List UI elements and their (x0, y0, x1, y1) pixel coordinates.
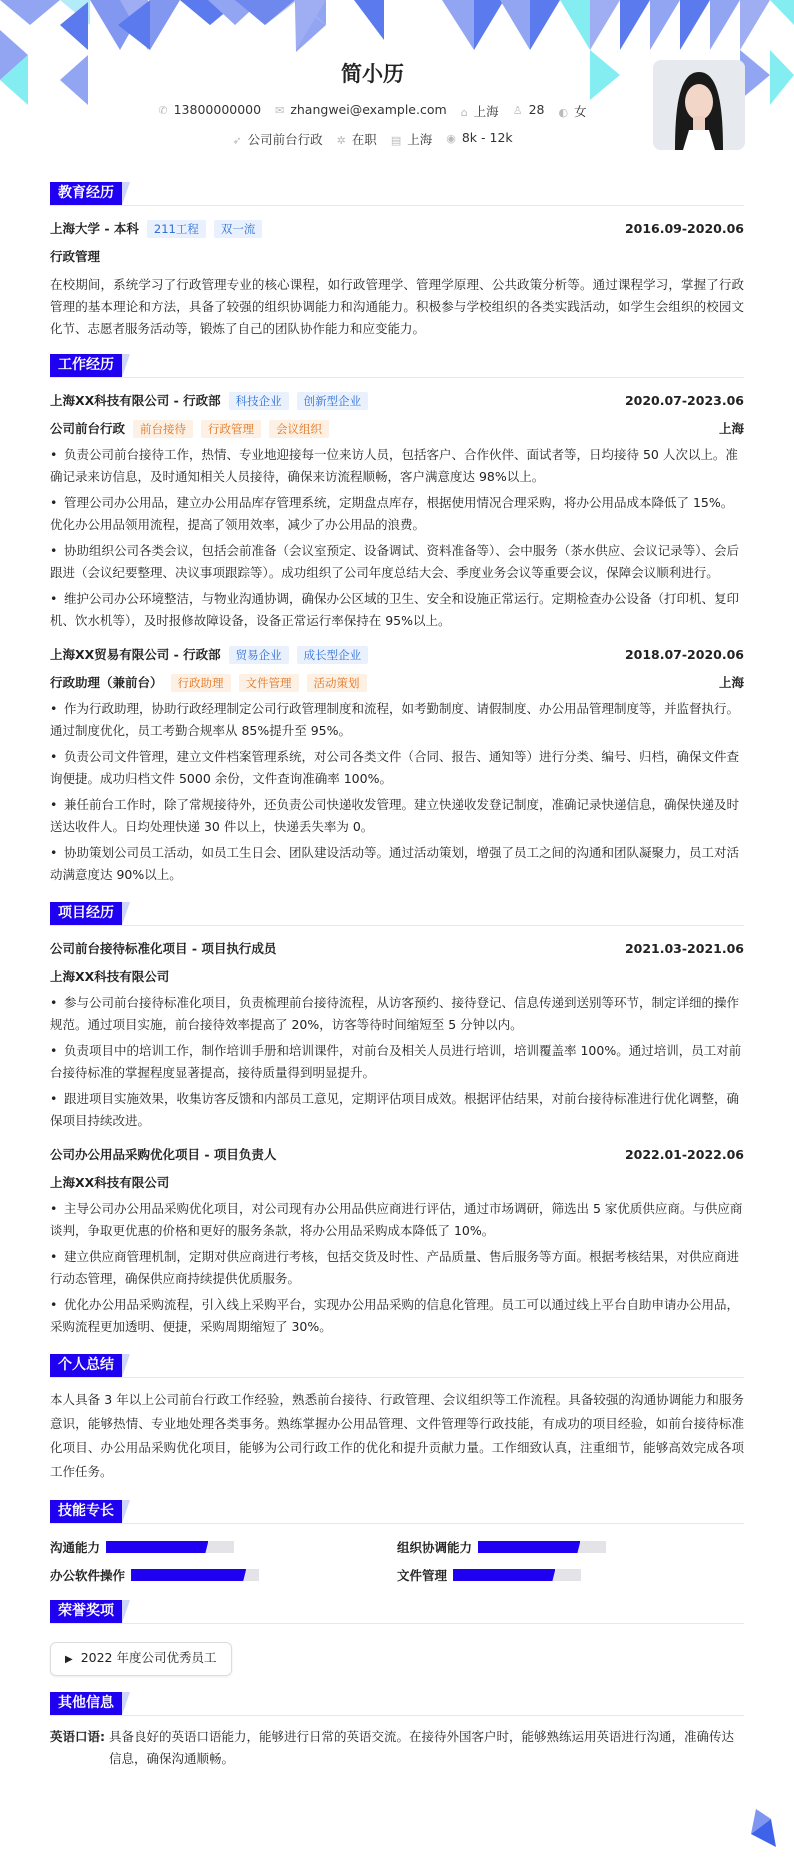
city-value: 上海 (407, 132, 433, 147)
skill-level-bar (453, 1569, 581, 1581)
responsibility-item (50, 842, 744, 886)
role-group (50, 419, 329, 438)
other-label: 英语口语: (50, 1729, 105, 1744)
responsibility-text: • 管理公司办公用品，建立办公用品库存管理系统，定期盘点库存，根据使用情况合理采购，将办公用品成本降低了 15%。优化办公用品领用流程，提高了领用效率，减少了办公用品的浪费。 (50, 495, 734, 532)
skill-level-fill (131, 1569, 246, 1581)
company-group (50, 391, 368, 410)
project-header (50, 936, 744, 960)
skill-level-fill (478, 1541, 580, 1553)
company-tag: 贸易企业 (229, 646, 289, 664)
company-tag: 创新型企业 (297, 392, 369, 410)
company-name: 上海XX科技有限公司 - 行政部 (50, 392, 221, 408)
summary-text: 本人具备 3 年以上公司前台行政工作经验，熟悉前台接待、行政管理、会议组织等工作流程。具备较强的沟通协调能力和服务意识，能够热情、专业地处理各类事务。熟练掌握办公用品管理、文件管理等行政技能，有成功的项目经验，如前台接待标准化项目、办公用品采购优化项目，能够为公司行政工作的优化和提升贡献力量。工作细致认真，注重细节，能够高效完成各项工作任务。 (50, 1392, 744, 1479)
email (275, 102, 447, 120)
location-value: 上海 (473, 104, 499, 119)
project-date: 2022.01-2022.06 (624, 1146, 744, 1162)
home-icon: ⌂ (460, 106, 468, 119)
project-date: 2021.03-2021.06 (624, 940, 744, 956)
phone-value: 13800000000 (173, 102, 262, 117)
skill-name: 文件管理 (397, 1568, 448, 1583)
responsibility-text: • 负责公司前台接待工作，热情、专业地迎接每一位来访人员，包括客户、合作伙伴、面试者等，日均接待 50 人次以上。准确记录来访信息，及时通知相关人员接待，确保来访流程顺畅，客户满意度达 98%以上。 (50, 447, 738, 484)
building-icon: ▤ (390, 134, 402, 147)
section-title: 荣誉奖项 (50, 1600, 122, 1623)
company-tag: 科技企业 (229, 392, 289, 410)
project-item-text: • 参与公司前台接待标准化项目，负责梳理前台接待流程，从访客预约、接待登记、信息传递到送别等环节，制定详细的操作规范。通过项目实施，前台接待效率提高了 20%，访客等待时间缩短至 5 分钟以内。 (50, 995, 740, 1032)
section-other (50, 1692, 744, 1716)
section-title: 项目经历 (50, 902, 122, 925)
skill-name: 组织协调能力 (397, 1540, 473, 1555)
responsibility-text: • 作为行政助理，协助行政经理制定公司行政管理制度和流程，如考勤制度、请假制度、办公用品管理制度等，并监督执行。通过制度优化，员工考勤合规率从 85%提升至 95%。 (50, 701, 740, 738)
decorative-corner-triangle (746, 1809, 786, 1849)
responsibility-item (50, 588, 744, 632)
age-value: 28 (528, 102, 545, 117)
project-header (50, 1142, 744, 1166)
skill-name: 办公软件操作 (50, 1568, 126, 1583)
skill-name: 沟通能力 (50, 1540, 101, 1555)
work-header (50, 642, 744, 666)
role-line (50, 670, 744, 694)
skill-level-bar (106, 1541, 234, 1553)
project-item-text: • 主导公司办公用品采购优化项目，对公司现有办公用品供应商进行评估，通过市场调研，筛选出 5 家优质供应商。与供应商谈判，争取更优惠的价格和更好的服务条款，将办公用品采购成本降低了 10%。 (50, 1201, 743, 1238)
project-item-text: • 建立供应商管理机制，定期对供应商进行考核，包括交货及时性、产品质量、售后服务等方面。根据考核结果，对供应商进行动态管理，确保供应商持续提供优质服务。 (50, 1249, 740, 1286)
role-name: 行政助理（兼前台） (50, 674, 163, 690)
job (232, 130, 322, 148)
section-education (50, 182, 744, 206)
role-tag: 行政管理 (201, 420, 261, 438)
other-text: 具备良好的英语口语能力，能够进行日常的英语交流。在接待外国客户时，能够熟练运用英语进行沟通，准确传达信息，确保沟通顺畅。 (109, 1729, 735, 1766)
candidate-name: 简小历 (341, 62, 404, 86)
section-work (50, 354, 744, 378)
contact-row (0, 102, 745, 120)
company-tag: 成长型企业 (297, 646, 369, 664)
project-item (50, 992, 744, 1036)
skill-item (397, 1566, 744, 1584)
responsibility-text: • 负责公司文件管理，建立文件档案管理系统，对公司各类文件（合同、报告、通知等）进行分类、编号、归档，确保文件查询便捷。成功归档文件 5000 余份，文件查询准确率 100%。 (50, 749, 740, 786)
section-projects (50, 902, 744, 926)
project-company-line (50, 1170, 744, 1194)
other-info-item (50, 1726, 744, 1770)
major: 行政管理 (50, 249, 101, 264)
project-item-list (50, 992, 744, 1132)
age (513, 102, 545, 120)
work-city: 上海 (718, 421, 744, 436)
salary-value: 8k - 12k (461, 130, 513, 145)
role-group (50, 673, 367, 692)
school-tag: 双一流 (214, 220, 263, 238)
gender-icon: ◐ (558, 106, 569, 119)
project-item-text: • 优化办公用品采购流程，引入线上采购平台，实现办公用品采购的信息化管理。员工可以通过线上平台自助申请办公用品，采购流程更加透明、便捷，采购周期缩短了 30%。 (50, 1297, 740, 1334)
email-value: zhangwei@example.com (290, 102, 447, 117)
job-value: 公司前台行政 (247, 132, 323, 147)
skill-level-bar (131, 1569, 259, 1581)
responsibility-text: • 协助策划公司员工活动，如员工生日会、团队建设活动等。通过活动策划，增强了员工之间的沟通和团队凝聚力，员工对活动满意度达 90%以上。 (50, 845, 740, 882)
project-item-text: • 负责项目中的培训工作，制作培训手册和培训课件，对前台及相关人员进行培训，培训覆盖率 100%。通过培训，员工对前台接待标准的掌握程度显著提高，接待质量得到明显提升。 (50, 1043, 742, 1080)
status-icon: ✲ (336, 134, 346, 147)
role-tag: 前台接待 (133, 420, 193, 438)
responsibility-item (50, 794, 744, 838)
salary (446, 130, 512, 148)
section-honors (50, 1600, 744, 1624)
skill-item (50, 1566, 397, 1584)
skill-level-fill (106, 1541, 208, 1553)
responsibility-item (50, 540, 744, 584)
section-skills (50, 1500, 744, 1524)
skill-level-fill (453, 1569, 555, 1581)
project-title: 公司前台接待标准化项目 - 项目执行成员 (50, 941, 277, 956)
project-item (50, 1198, 744, 1242)
education-date: 2016.09-2020.06 (624, 220, 744, 236)
school-tag: 211工程 (147, 220, 206, 238)
profile-photo (653, 60, 745, 150)
project-company: 上海XX科技有限公司 (50, 969, 170, 984)
skill-item (50, 1538, 397, 1556)
role-line (50, 416, 744, 440)
gender (558, 102, 586, 120)
work-header (50, 388, 744, 412)
phone (158, 102, 261, 120)
award-text: 2022 年度公司优秀员工 (80, 1650, 217, 1665)
cake-icon: ♙ (512, 104, 523, 117)
caret-right-icon: ▶ (65, 1654, 73, 1665)
section-title: 工作经历 (50, 354, 122, 377)
responsibility-item (50, 746, 744, 790)
school-name: 上海大学 - 本科 (50, 220, 139, 236)
responsibility-item (50, 444, 744, 488)
company-name: 上海XX贸易有限公司 - 行政部 (50, 646, 221, 662)
section-title: 技能专长 (50, 1500, 122, 1523)
project-company: 上海XX科技有限公司 (50, 1175, 170, 1190)
responsibility-list (50, 698, 744, 886)
project-item (50, 1088, 744, 1132)
location (461, 102, 499, 120)
section-title: 个人总结 (50, 1354, 122, 1377)
project-company-line (50, 964, 744, 988)
responsibility-list (50, 444, 744, 632)
responsibility-item (50, 698, 744, 742)
role-tag: 文件管理 (239, 674, 299, 692)
role-tag: 会议组织 (269, 420, 329, 438)
skill-item (397, 1538, 744, 1556)
skill-level-bar (478, 1541, 606, 1553)
responsibility-text: • 维护公司办公环境整洁，与物业沟通协调，确保办公区域的卫生、安全和设施正常运行。定期检查办公设备（打印机、复印机、饮水机等），及时报修故障设备，设备正常运行率保持在 95%以上。 (50, 591, 740, 628)
section-summary (50, 1354, 744, 1378)
section-title: 其他信息 (50, 1692, 122, 1715)
responsibility-text: • 协助组织公司各类会议，包括会前准备（会议室预定、设备调试、资料准备等）、会中服务（茶水供应、会议记录等）、会后跟进（会议纪要整理、决议事项跟踪等）。成功组织了公司年度总结大会、季度业务会议等重要会议，保障会议顺利进行。 (50, 543, 740, 580)
project-item-text: • 跟进项目实施效果，收集访客反馈和内部员工意见，定期评估项目成效。根据评估结果，对前台接待标准进行优化调整，确保项目持续改进。 (50, 1091, 740, 1128)
project-item-list (50, 1198, 744, 1338)
gender-value: 女 (574, 104, 587, 119)
award-item[interactable] (50, 1642, 232, 1676)
education-description: 在校期间，系统学习了行政管理专业的核心课程，如行政管理学、管理学原理、公共政策分析等。通过课程学习，掌握了行政管理的基本理论和方法，具备了较强的组织协调能力和沟通能力。积极参与学校组织的各类实践活动，如学生会组织的校园文化节、志愿者服务活动等，锻炼了自己的团队协作能力和应变能力。 (50, 277, 744, 336)
work-date: 2018.07-2020.06 (624, 646, 744, 662)
company-group (50, 645, 368, 664)
resume-header (0, 0, 794, 170)
responsibility-text: • 兼任前台工作时，除了常规接待外，还负责公司快递收发管理。建立快递收发登记制度，准确记录快递信息，确保快递及时送达收件人。日均处理快递 30 件以上，快递丢失率为 0。 (50, 797, 740, 834)
project-item (50, 1040, 744, 1084)
job-intent-row (0, 130, 745, 148)
phone-icon: ✆ (158, 104, 168, 117)
role-tag: 活动策划 (307, 674, 367, 692)
responsibility-item (50, 492, 744, 536)
project-item (50, 1246, 744, 1290)
status (337, 130, 377, 148)
status-value: 在职 (351, 132, 377, 147)
work-city: 上海 (718, 675, 744, 690)
role-name: 公司前台行政 (50, 420, 126, 436)
project-title: 公司办公用品采购优化项目 - 项目负责人 (50, 1147, 277, 1162)
section-title: 教育经历 (50, 182, 122, 205)
send-icon: ➶ (232, 134, 242, 147)
project-item (50, 1294, 744, 1338)
work-date: 2020.07-2023.06 (624, 392, 744, 408)
role-tag: 行政助理 (171, 674, 231, 692)
money-icon: ◉ (446, 132, 456, 145)
city (391, 130, 432, 148)
mail-icon: ✉ (275, 104, 285, 117)
